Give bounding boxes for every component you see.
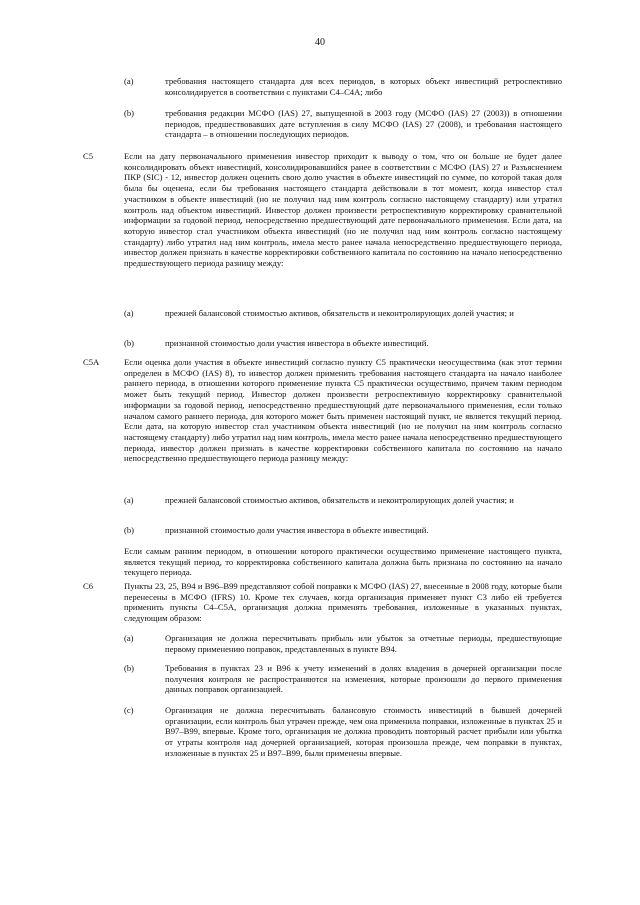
paragraph-label: С6 <box>83 581 94 591</box>
paragraph-text: Если на дату первоначального применения инвестор приходит к выводу о том, что он больше не будет далее консолидировать объект инвестиций, консолидировавшийся ранее в соответствии с МСФО (IAS) 27 и Разъяснением ПКР (SIC) - 12, инвестор должен оценить свою долю участия в объекте инвестиций по сумме, по которой такая доля была бы оценена, если бы требования настоящего стандарта действовали в тот момент, когда инвестор стал участником в объекте инвестиций (но не получил над ним контроль согласно настоящему стандарту) или утратил контроль над объектом инвестиций. Инвестор должен произвести ретроспективную корректировку сравнительной информации за годовой период, непосредственно предшествующий дате первоначального применения. Если дата, на которую инвестор стал участником объекта инвестиций (но не получил над ним контроль согласно настоящему стандарту) либо утратил над ним контроль, имела место ранее начала непосредственно предшествующего периода, инвестор должен признать в качестве корректировки собственного капитала по состоянию на начало непосредственно предшествующего периода разницу между: <box>124 151 562 269</box>
item-text: требования настоящего стандарта для всех периодов, в которых объект инвестиций ретроспективно консолидируется в соответствии с пунктами С4–С4А; либо <box>165 76 562 97</box>
page-number: 40 <box>315 37 325 48</box>
item-label: (b) <box>124 108 135 118</box>
item-label: (a) <box>124 308 134 318</box>
item-label: (c) <box>124 705 134 715</box>
item-text: признанной стоимостью доли участия инвестора в объекте инвестиций. <box>165 338 429 348</box>
item-label: (a) <box>124 495 134 505</box>
item-label: (b) <box>124 525 135 535</box>
item-text: Требования в пунктах 23 и B96 к учету изменений в долях владения в дочерней организации после получения контроля не распространяются на изменения, которые произошли до первого применения данных поправок организацией. <box>165 663 562 695</box>
item-text: Организация не должна пересчитывать балансовую стоимость инвестиций в бывшей дочерней организации, если контроль был утрачен прежде, чем она применила поправки, изложенные в пунктах 25 и B97–B99, впервые. Кроме того, организация не должна проводить повторный расчет прибыли или убытка от утраты контроля над дочерней организацией, которая произошла прежде, чем поправки в пунктах, изложенные в пунктах 25 и B97–B99, были применены впервые. <box>165 705 562 758</box>
paragraph-label: С5 <box>83 151 94 161</box>
item-text: прежней балансовой стоимостью активов, обязательств и неконтролирующих долей участия; и <box>165 495 514 505</box>
item-text: требования редакции МСФО (IAS) 27, выпущенной в 2003 году (МСФО (IAS) 27 (2003)) в отношении периодов, предшествовавших дате вступления в силу МСФО (IAS) 27 (2008), и требования настоящего стандарта – в отношении последующих периодов. <box>165 108 562 140</box>
paragraph-closing: Если самым ранним периодом, в отношении которого практически осуществимо применение настоящего пункта, является текущий период, то корректировка собственного капитала должна быть признана по состоянию на начало текущего периода. <box>124 546 562 578</box>
item-label: (a) <box>124 76 134 86</box>
paragraph-text: Пункты 23, 25, B94 и B96–B99 представляют собой поправки к МСФО (IAS) 27, внесенные в 2008 году, которые были перенесены в МСФО (IFRS) 10. Кроме тех случаев, когда организация применяет пункт С3 либо ей требуется применить пункты С4–С5А, организация должна применять требования, изложенные в указанных пунктах, следующим образом: <box>124 581 562 624</box>
item-label: (b) <box>124 663 135 673</box>
item-text: Организация не должна пересчитывать прибыль или убыток за отчетные периоды, предшествующие первому применению поправок, представленных в пункте B94. <box>165 633 562 654</box>
paragraph-label: С5А <box>83 357 100 367</box>
item-text: прежней балансовой стоимостью активов, обязательств и неконтролирующих долей участия; и <box>165 308 514 318</box>
paragraph-text: Если оценка доли участия в объекте инвестиций согласно пункту С5 практически неосуществима (как этот термин определен в МСФО (IAS) 8), то инвестор должен применить требования настоящего стандарта на начало наиболее раннего периода, в отношении которого применение пункта С5 практически осуществимо, причем таким периодом может быть текущий период. Инвестор должен произвести ретроспективную корректировку сравнительной информации за годовой период, непосредственно предшествующий дате первоначального применения, если только началом самого раннего периода, для которого может быть применен настоящий пункт, не является текущий период. Если дата, на которую инвестор стал участником объекта инвестиций (но не получил на ним контроль согласно настоящему стандарту) либо утратил над ним контроль, имела место ранее начала непосредственно предшествующего периода, инвестор должен признать в качестве корректировки собственного капитала по состоянию на начало непосредственно предшествующего периода разницу между: <box>124 357 562 464</box>
item-text: признанной стоимостью доли участия инвестора в объекте инвестиций. <box>165 525 429 535</box>
item-label: (a) <box>124 633 134 643</box>
item-label: (b) <box>124 338 135 348</box>
